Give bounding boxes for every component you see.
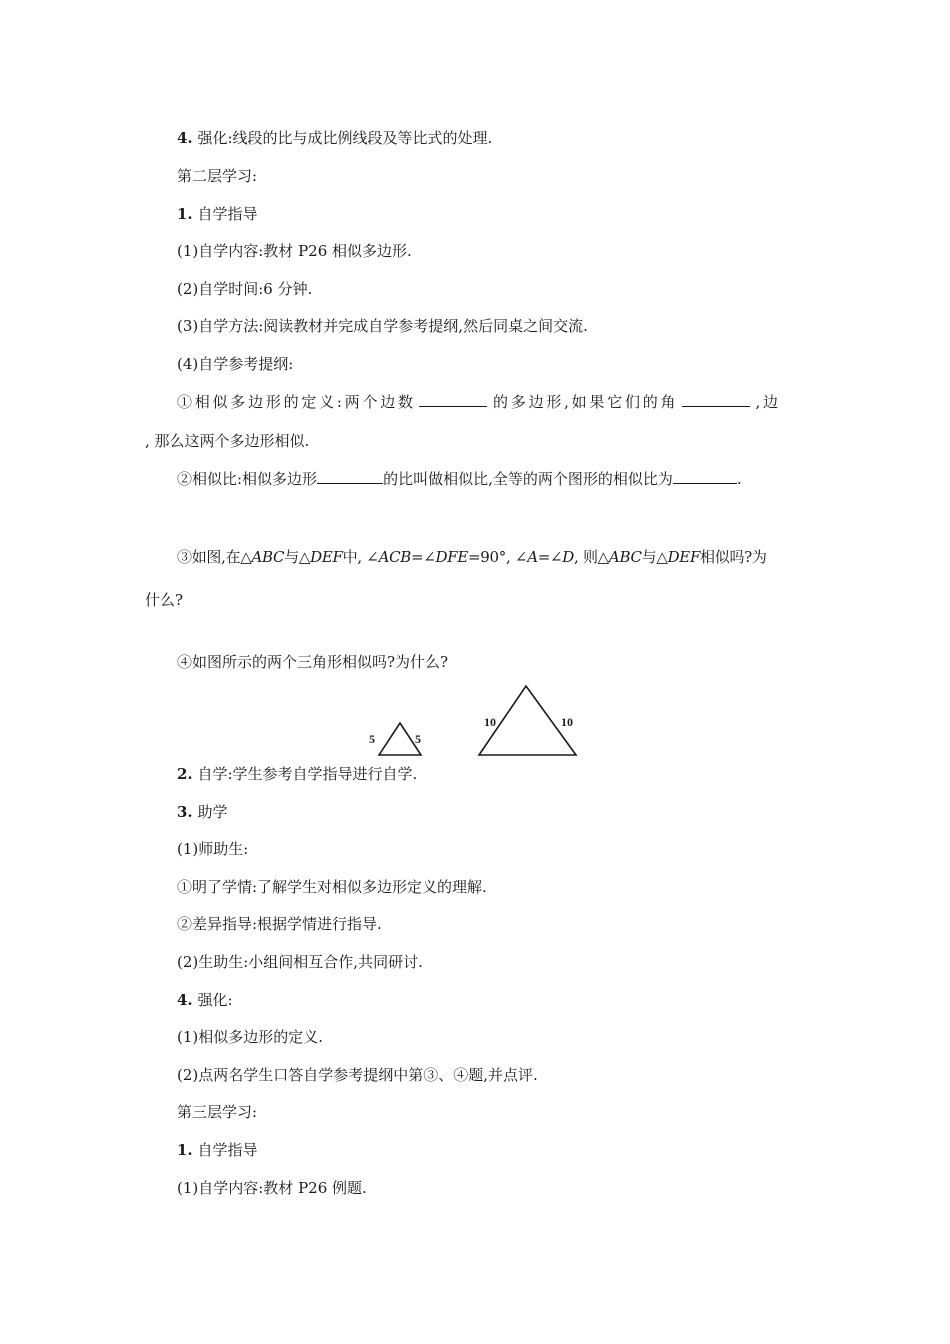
heading-second-layer: 第二层学习: <box>177 167 258 185</box>
math-var: DEF <box>667 548 701 566</box>
large-left-side-label: 10 <box>484 715 496 729</box>
question-text: ②相似比:相似多边形 <box>177 470 318 488</box>
line-study-time: (2)自学时间:6 分钟. <box>177 280 313 298</box>
math-var: D <box>562 548 575 566</box>
item-number: 4. <box>177 129 193 147</box>
line-strengthen-2 <box>177 990 233 1010</box>
question-text: 中, ∠ <box>342 548 379 566</box>
question-2-ratio <box>177 469 742 489</box>
item-number: 1. <box>177 205 193 223</box>
item-number: 2. <box>177 765 193 783</box>
question-3-triangles <box>177 547 767 567</box>
line-self-study-guide-2 <box>177 1140 257 1160</box>
math-var: DEF <box>310 548 343 566</box>
question-3-continued: 什么? <box>145 591 184 609</box>
large-right-side-label: 10 <box>561 715 573 729</box>
answer-blank[interactable] <box>419 392 487 407</box>
line-peer-help: (2)生助生:小组间相互合作,共同研讨. <box>177 953 423 971</box>
line-definition-review: (1)相似多边形的定义. <box>177 1028 324 1046</box>
math-var: ACB <box>378 548 411 566</box>
line-text: 助学 <box>192 803 228 821</box>
triangles-figure <box>360 680 590 762</box>
question-4-triangles: ④如图所示的两个三角形相似吗?为什么? <box>177 653 449 671</box>
small-left-side-label: 5 <box>369 732 375 746</box>
question-text: =∠ <box>411 548 436 566</box>
question-text: 的 多 边 形 , 如 果 它 们 的 角 <box>493 393 676 411</box>
answer-blank[interactable] <box>673 469 737 484</box>
line-assist <box>177 802 227 822</box>
line-differentiated-guidance: ②差异指导:根据学情进行指导. <box>177 915 382 933</box>
line-self-study <box>177 764 417 784</box>
math-var: DFE <box>435 548 469 566</box>
question-text: . <box>736 470 742 488</box>
item-number: 4. <box>177 991 193 1009</box>
math-var: ABC <box>251 548 285 566</box>
line-text: 自学:学生参考自学指导进行自学. <box>192 765 418 783</box>
line-study-outline: (4)自学参考提纲: <box>177 355 294 373</box>
heading-third-layer: 第三层学习: <box>177 1103 258 1121</box>
item-number: 1. <box>177 1141 193 1159</box>
small-right-side-label: 5 <box>415 732 421 746</box>
line-understand-situation: ①明了学情:了解学生对相似多边形定义的理解. <box>177 878 487 896</box>
math-var: A <box>527 548 538 566</box>
question-1-definition <box>177 392 778 412</box>
math-var: ABC <box>608 548 642 566</box>
question-text: , 则△ <box>574 548 609 566</box>
answer-blank[interactable] <box>682 392 750 407</box>
line-teacher-helps: (1)师助生: <box>177 840 249 858</box>
line-text: 自学指导 <box>192 1141 258 1159</box>
question-text: ③如图,在△ <box>177 548 252 566</box>
line-text: 自学指导 <box>192 205 258 223</box>
line-study-method: (3)自学方法:阅读教材并完成自学参考提纲,然后同桌之间交流. <box>177 317 588 335</box>
question-text: 与△ <box>284 548 311 566</box>
line-text: 强化:线段的比与成比例线段及等比式的处理. <box>192 129 493 147</box>
answer-blank[interactable] <box>317 469 383 484</box>
question-text: =∠ <box>537 548 563 566</box>
line-oral-answers: (2)点两名学生口答自学参考提纲中第③、④题,并点评. <box>177 1066 538 1084</box>
question-1-continued: , 那么这两个多边形相似. <box>145 432 310 450</box>
question-text: , 边 <box>755 393 779 411</box>
question-text: 的比叫做相似比,全等的两个图形的相似比为 <box>383 470 673 488</box>
item-number: 3. <box>177 803 193 821</box>
line-strengthen-1 <box>177 128 492 148</box>
question-text: =90°, ∠ <box>468 548 528 566</box>
line-self-study-guide <box>177 204 257 224</box>
line-text: 强化: <box>192 991 233 1009</box>
question-text: 相似吗?为 <box>700 548 767 566</box>
question-text: 与△ <box>641 548 668 566</box>
line-study-content: (1)自学内容:教材 P26 相似多边形. <box>177 242 412 260</box>
question-text: ① 相 似 多 边 形 的 定 义 : 两 个 边 数 <box>177 393 414 411</box>
line-study-content-2: (1)自学内容:教材 P26 例题. <box>177 1179 367 1197</box>
